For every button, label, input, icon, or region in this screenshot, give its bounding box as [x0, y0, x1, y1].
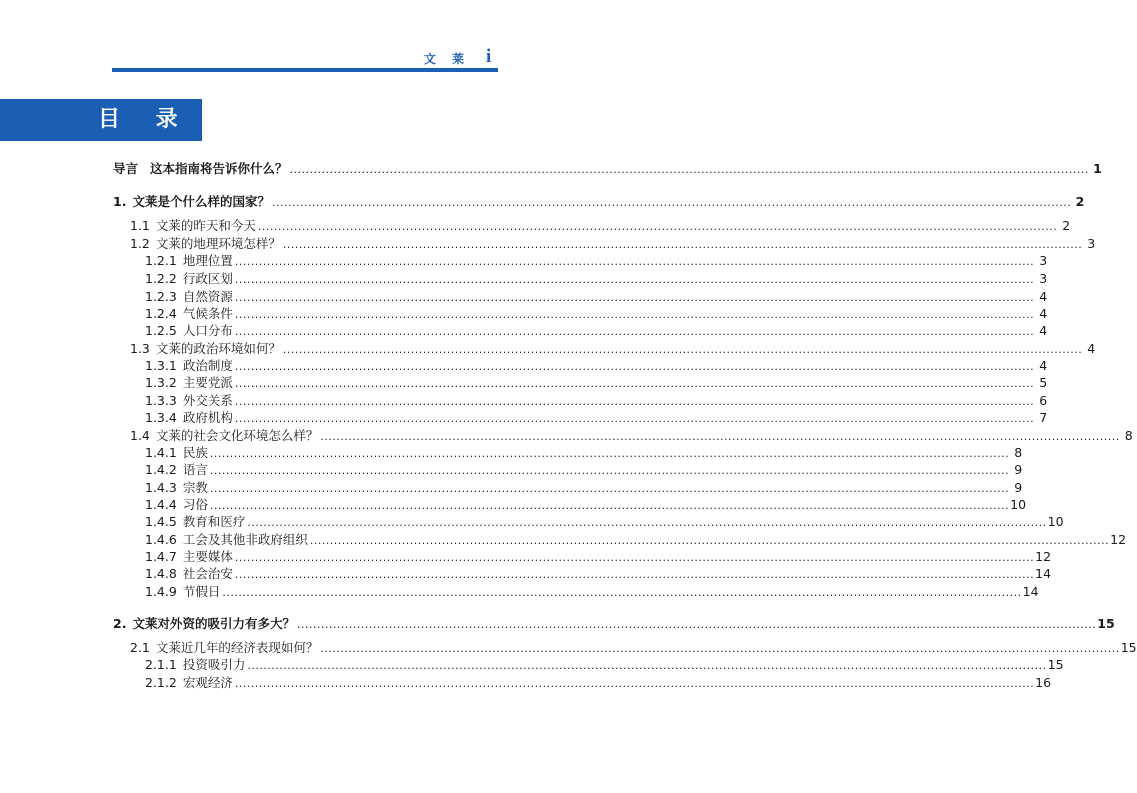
toc-entry-number: 2.1.2: [145, 675, 177, 690]
toc-entry-page: 15: [1120, 640, 1137, 655]
page-number: i: [486, 46, 492, 67]
toc-entry[interactable]: [145, 358, 1048, 374]
dot-leader: ........................................................................................................................................................................................................: [209, 499, 1010, 512]
toc-entry-number: 1.4.8: [145, 566, 177, 581]
toc-entry-page: 3: [1039, 271, 1048, 286]
toc-entry[interactable]: [145, 393, 1048, 409]
dot-leader: ........................................................................................................................................................................................................: [271, 196, 1072, 209]
toc-entry-page: 4: [1039, 323, 1048, 338]
toc-entry-title: 宏观经济: [182, 675, 233, 690]
toc-entry-title: 主要媒体: [182, 549, 233, 564]
toc-entry-title: 自然资源: [182, 289, 233, 304]
toc-entry-number: 1.3.4: [145, 410, 177, 425]
toc-entry[interactable]: [130, 341, 1096, 357]
toc-entry-number: 1.4.2: [145, 462, 177, 477]
toc-entry-page: 9: [1014, 480, 1023, 495]
toc-entry[interactable]: [145, 306, 1048, 322]
toc-entry-title: 文莱的昨天和今天: [155, 218, 256, 233]
toc-entry[interactable]: [145, 271, 1048, 287]
toc-entry-page: 14: [1022, 584, 1039, 599]
dot-leader: ........................................................................................................................................................................................................: [234, 325, 1035, 338]
toc-entry-number: 2.: [113, 616, 127, 631]
toc-entry-number: 1.2.2: [145, 271, 177, 286]
toc-entry-title: 主要党派: [182, 375, 233, 390]
toc-entry[interactable]: [145, 514, 1064, 530]
toc-entry-title: 政府机构: [182, 410, 233, 425]
toc-entry[interactable]: [113, 616, 1115, 632]
toc-entry-page: 4: [1039, 358, 1048, 373]
toc-entry[interactable]: [145, 532, 1127, 548]
toc-entry-title: 语言: [182, 462, 208, 477]
toc-entry-page: 2: [1075, 194, 1085, 209]
dot-leader: ........................................................................................................................................................................................................: [247, 659, 1047, 672]
toc-entry-page: 14: [1035, 566, 1052, 581]
toc-entry[interactable]: [145, 445, 1023, 461]
toc-entry-title: 地理位置: [182, 253, 233, 268]
toc-entry-title: 习俗: [182, 497, 208, 512]
toc-entry[interactable]: [130, 640, 1137, 656]
toc-entry-number: 1.4.5: [145, 514, 177, 529]
toc-entry-title: 文莱的地理环境怎样？: [155, 236, 281, 251]
toc-entry-page: 4: [1039, 289, 1048, 304]
dot-leader: ........................................................................................................................................................................................................: [234, 412, 1035, 425]
toc-entry-number: 2.1: [130, 640, 150, 655]
toc-entry-title: 人口分布: [182, 323, 233, 338]
toc-entry-title: 文莱是个什么样的国家？: [132, 194, 270, 209]
dot-leader: ........................................................................................................................................................................................................: [234, 360, 1035, 373]
dot-leader: ........................................................................................................................................................................................................: [209, 482, 1010, 495]
toc-entry-page: 12: [1110, 532, 1127, 547]
toc-entry-number: 1.: [113, 194, 127, 209]
toc-entry-page: 2: [1062, 218, 1071, 233]
toc-entry-page: 3: [1039, 253, 1048, 268]
toc-entry-number: 1.4.9: [145, 584, 177, 599]
toc-entry-page: 12: [1035, 549, 1052, 564]
dot-leader: ........................................................................................................................................................................................................: [320, 430, 1120, 443]
dot-leader: ........................................................................................................................................................................................................: [320, 642, 1120, 655]
dot-leader: ........................................................................................................................................................................................................: [296, 618, 1097, 631]
toc-entry[interactable]: [145, 323, 1048, 339]
toc-entry-number: 1.1: [130, 218, 150, 233]
dot-leader: ........................................................................................................................................................................................................: [222, 586, 1022, 599]
running-header-title: 文 莱: [423, 52, 470, 66]
toc-entry-number: 1.4.1: [145, 445, 177, 460]
dot-leader: ........................................................................................................................................................................................................: [234, 308, 1035, 321]
toc-entry[interactable]: [145, 675, 1052, 691]
toc-entry-number: 1.3: [130, 341, 150, 356]
dot-leader: ........................................................................................................................................................................................................: [282, 343, 1083, 356]
dot-leader: ........................................................................................................................................................................................................: [234, 568, 1035, 581]
toc-entry-page: 4: [1039, 306, 1048, 321]
toc-entry-title: 气候条件: [182, 306, 233, 321]
toc-entry-page: 6: [1039, 393, 1048, 408]
toc-entry-number: 1.2.5: [145, 323, 177, 338]
toc-entry-title: 外交关系: [182, 393, 233, 408]
dot-leader: ........................................................................................................................................................................................................: [234, 255, 1035, 268]
toc-entry-number: 1.3.2: [145, 375, 177, 390]
toc-entry[interactable]: [145, 410, 1048, 426]
toc-heading: 目 录: [0, 99, 202, 141]
toc-entry-number: 导言: [113, 161, 139, 176]
toc-entry-title: 文莱的政治环境如何？: [155, 341, 281, 356]
toc-entry-page: 10: [1010, 497, 1027, 512]
dot-leader: ........................................................................................................................................................................................................: [247, 516, 1047, 529]
toc-entry-number: 1.4: [130, 428, 150, 443]
toc-entry[interactable]: [130, 236, 1096, 252]
dot-leader: ........................................................................................................................................................................................................: [282, 238, 1083, 251]
dot-leader: ........................................................................................................................................................................................................: [234, 291, 1035, 304]
toc-entry-title: 文莱近几年的经济表现如何？: [155, 640, 319, 655]
toc-entry-page: 16: [1035, 675, 1052, 690]
toc-entry-page: 10: [1047, 514, 1064, 529]
toc-entry-title: 社会治安: [182, 566, 233, 581]
toc-entry[interactable]: [145, 497, 1027, 513]
toc-entry[interactable]: [145, 375, 1048, 391]
toc-entry-number: 2.1.1: [145, 657, 177, 672]
toc-entry[interactable]: [145, 253, 1048, 269]
toc-entry[interactable]: [145, 289, 1048, 305]
toc-entry-number: 1.3.1: [145, 358, 177, 373]
toc-entry-number: 1.4.4: [145, 497, 177, 512]
toc-entry-page: 8: [1124, 428, 1133, 443]
toc-entry[interactable]: [145, 462, 1023, 478]
toc-entry[interactable]: [130, 428, 1133, 444]
dot-leader: ........................................................................................................................................................................................................: [257, 220, 1058, 233]
toc-entry[interactable]: [145, 584, 1039, 600]
dot-leader: ........................................................................................................................................................................................................: [234, 677, 1035, 690]
toc-entry-page: 8: [1014, 445, 1023, 460]
toc-entry-page: 7: [1039, 410, 1048, 425]
dot-leader: ........................................................................................................................................................................................................: [289, 163, 1089, 176]
toc-entry-number: 1.2.1: [145, 253, 177, 268]
toc-entry-title: 行政区划: [182, 271, 233, 286]
toc-entry[interactable]: [113, 194, 1085, 210]
toc-entry-number: 1.2.4: [145, 306, 177, 321]
dot-leader: ........................................................................................................................................................................................................: [209, 447, 1010, 460]
toc-entry-title: 文莱的社会文化环境怎么样？: [155, 428, 319, 443]
toc-entry-title: 民族: [182, 445, 208, 460]
dot-leader: ........................................................................................................................................................................................................: [209, 464, 1010, 477]
toc-entry[interactable]: [130, 218, 1071, 234]
toc-entry-page: 9: [1014, 462, 1023, 477]
toc-entry-page: 1: [1093, 161, 1102, 176]
toc-entry-title: 工会及其他非政府组织: [182, 532, 308, 547]
toc-entry-title: 投资吸引力: [182, 657, 246, 672]
toc-entry-page: 5: [1039, 375, 1048, 390]
toc-entry-page: 4: [1087, 341, 1096, 356]
toc-entry-number: 1.4.3: [145, 480, 177, 495]
toc-entry-number: 1.2.3: [145, 289, 177, 304]
toc-entry-number: 1.3.3: [145, 393, 177, 408]
toc-entry-page: 3: [1087, 236, 1096, 251]
toc-entry[interactable]: [145, 549, 1052, 565]
toc-entry-title: 这本指南将告诉你什么？: [150, 161, 288, 176]
dot-leader: ........................................................................................................................................................................................................: [234, 377, 1035, 390]
toc-entry-title: 教育和医疗: [182, 514, 246, 529]
toc-entry-title: 宗教: [182, 480, 208, 495]
toc-entry-page: 15: [1097, 616, 1115, 631]
toc-entry[interactable]: [145, 657, 1064, 673]
toc-entry-title: 节假日: [182, 584, 221, 599]
toc-entry[interactable]: [113, 161, 1102, 177]
toc-entry-title: 政治制度: [182, 358, 233, 373]
toc-entry-number: 1.4.6: [145, 532, 177, 547]
toc-entry-number: 1.4.7: [145, 549, 177, 564]
toc-entry-page: 15: [1047, 657, 1064, 672]
dot-leader: ........................................................................................................................................................................................................: [234, 395, 1035, 408]
dot-leader: ........................................................................................................................................................................................................: [309, 534, 1110, 547]
toc-entry[interactable]: [145, 480, 1023, 496]
dot-leader: ........................................................................................................................................................................................................: [234, 273, 1035, 286]
toc-entry-title: 文莱对外资的吸引力有多大？: [132, 616, 295, 631]
toc-entry-number: 1.2: [130, 236, 150, 251]
toc-entry[interactable]: [145, 566, 1052, 582]
dot-leader: ........................................................................................................................................................................................................: [234, 551, 1035, 564]
